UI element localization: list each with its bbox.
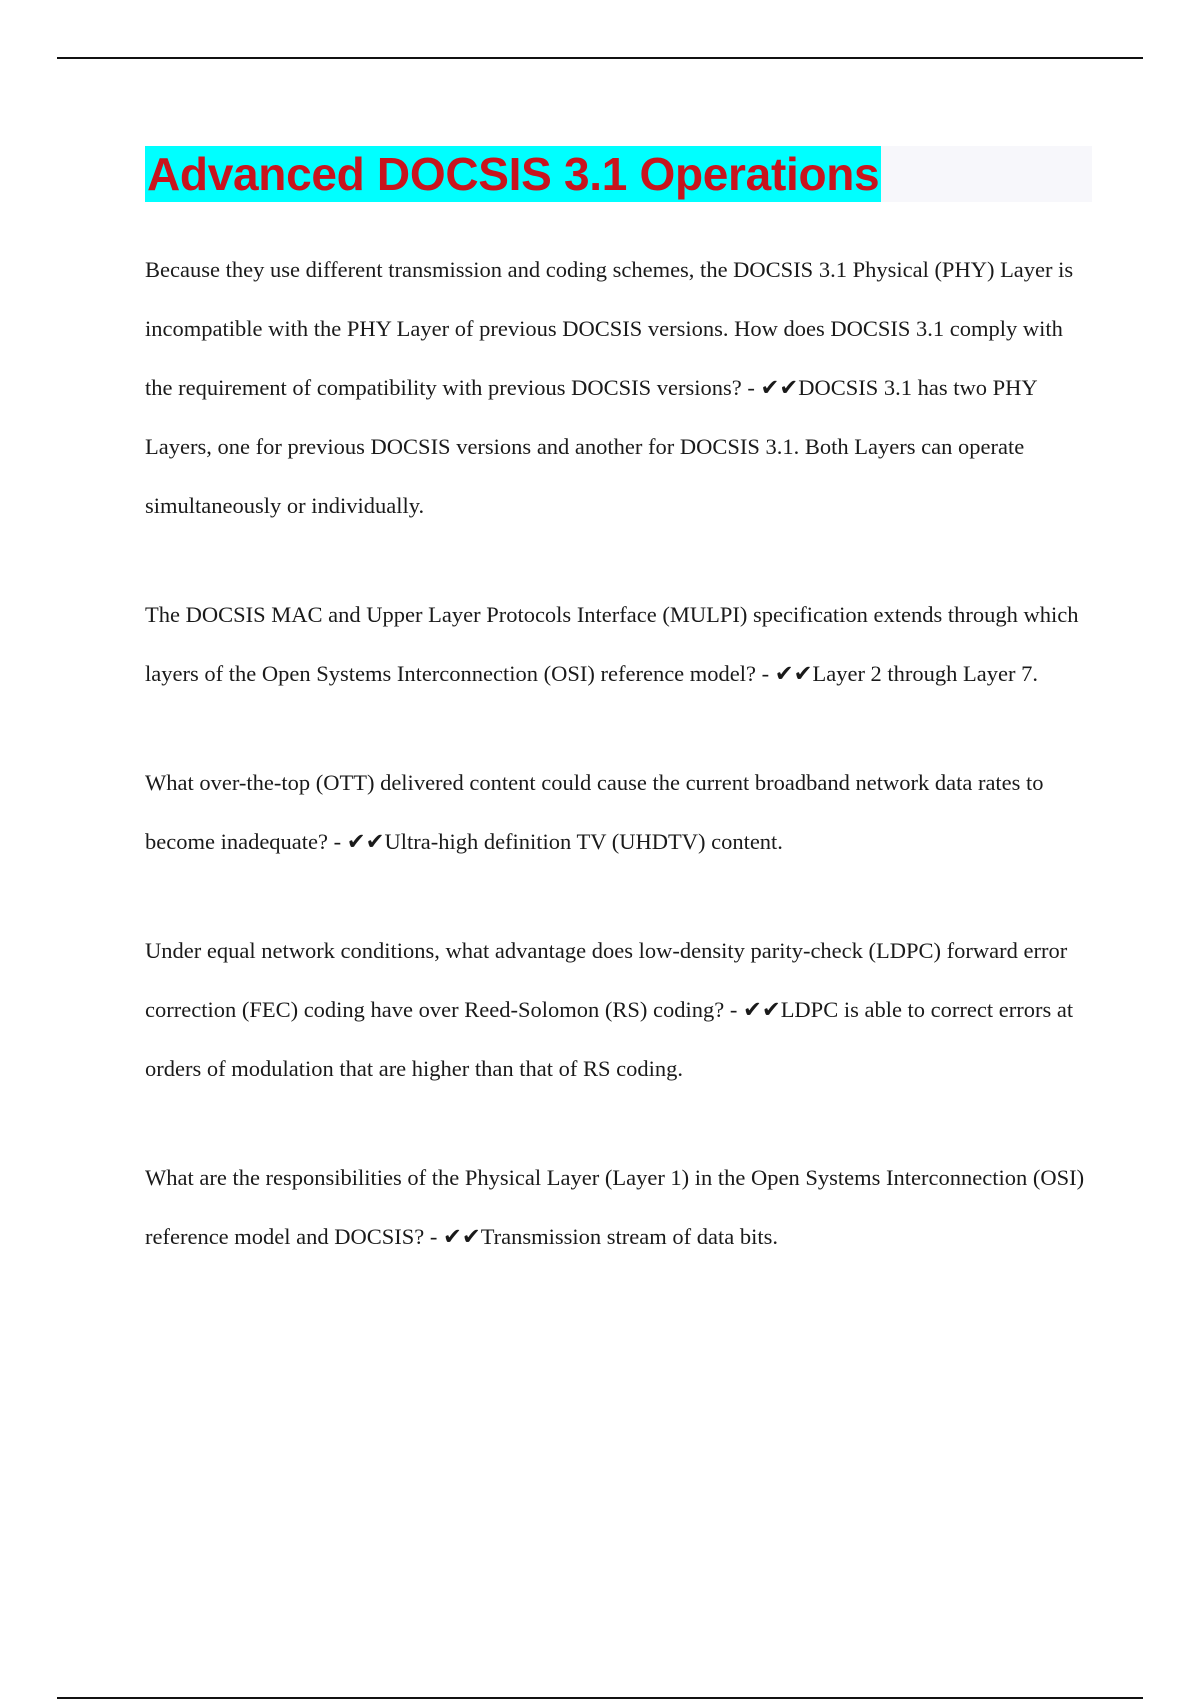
answer-text: ✔✔Layer 2 through Layer 7. xyxy=(774,661,1039,686)
answer-text: ✔✔LDPC is able to correct errors at orders of modulation that are higher than that of RS coding. xyxy=(145,997,1074,1081)
footer-rule xyxy=(57,1697,1143,1699)
answer-text: ✔✔DOCSIS 3.1 has two PHY Layers, one for previous DOCSIS versions and another for DOCSIS 3.1. Both Layers can operate simultaneously or individually. xyxy=(145,375,1037,518)
question-text: What over-the-top (OTT) delivered content could cause the current broadband network data rates to become inadequate? - xyxy=(145,770,1044,854)
question-text: Because they use different transmission and coding schemes, the DOCSIS 3.1 Physical (PHY) Layer is incompatible with the PHY Layer of previous DOCSIS versions. How does DOCSIS 3.1 comply with the requirement of compatibility with previous DOCSIS versions? - xyxy=(145,257,1074,400)
qa-entry-3 xyxy=(145,753,1095,871)
answer-text: ✔✔Transmission stream of data bits. xyxy=(443,1224,778,1249)
question-text: What are the responsibilities of the Physical Layer (Layer 1) in the Open Systems Interconnection (OSI) reference model and DOCSIS? - xyxy=(145,1165,1085,1249)
question-text: The DOCSIS MAC and Upper Layer Protocols Interface (MULPI) specification extends through which layers of the Open Systems Interconnection (OSI) reference model? - xyxy=(145,602,1079,686)
question-text: Under equal network conditions, what advantage does low-density parity-check (LDPC) forward error correction (FEC) coding have over Reed-Solomon (RS) coding? - xyxy=(145,938,1068,1022)
qa-entry-1 xyxy=(145,240,1095,535)
header-rule xyxy=(57,57,1143,59)
answer-text: ✔✔Ultra-high definition TV (UHDTV) content. xyxy=(346,829,783,854)
qa-entry-2 xyxy=(145,585,1095,703)
document-body xyxy=(145,240,1095,1316)
qa-entry-4 xyxy=(145,921,1095,1098)
qa-entry-5 xyxy=(145,1148,1095,1266)
document-title: Advanced DOCSIS 3.1 Operations xyxy=(147,148,880,200)
